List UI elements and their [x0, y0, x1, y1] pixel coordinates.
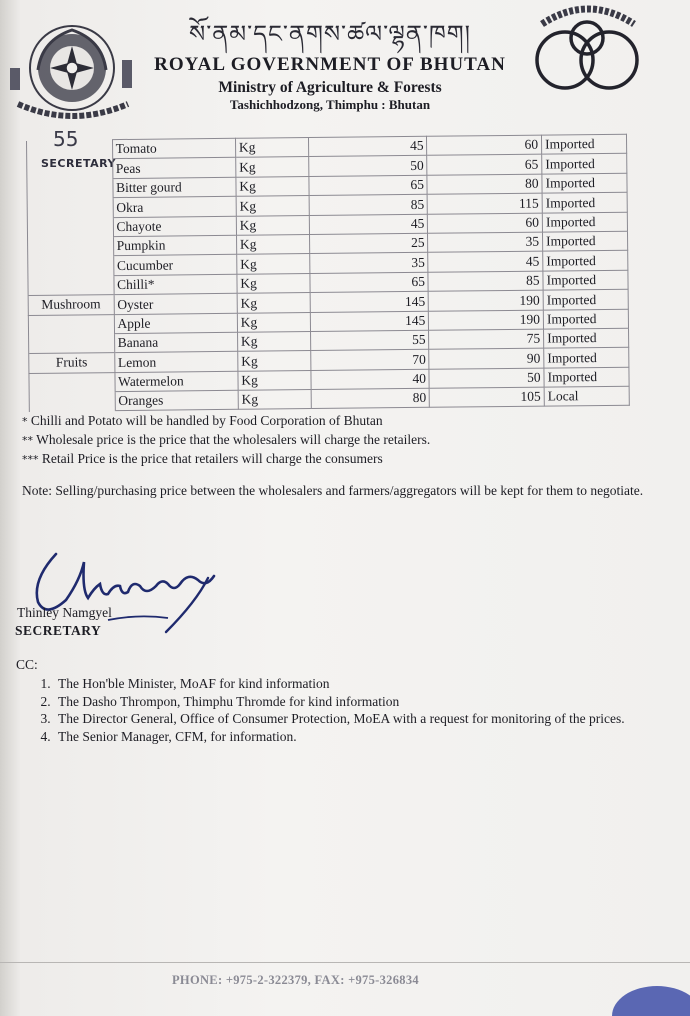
royal-emblem-icon	[8, 10, 138, 130]
category-cell	[27, 178, 113, 198]
category-cell	[27, 140, 113, 160]
origin-cell: Imported	[543, 309, 628, 329]
category-cell	[28, 237, 114, 257]
item-cell: Oyster	[114, 293, 237, 314]
letterhead-dzongkha-title: སོ་ནམ་དང་ནགས་ཚལ་ལྷན་ཁག།	[189, 20, 471, 48]
unit-cell: Kg	[236, 196, 310, 216]
retail-price-cell: 90	[429, 348, 544, 369]
wholesale-price-cell: 50	[309, 156, 427, 177]
letterhead	[140, 16, 520, 113]
negotiation-note: Note: Selling/purchasing price between the wholesalers and farmers/aggregators will be kept for them to negotiate.	[22, 483, 644, 498]
origin-cell: Imported	[543, 231, 628, 251]
item-cell: Apple	[114, 313, 237, 334]
wholesale-price-cell: 40	[311, 369, 429, 390]
footer-divider	[0, 962, 690, 963]
wholesale-price-cell: 45	[309, 136, 427, 157]
origin-cell: Imported	[542, 212, 627, 232]
retail-price-cell: 190	[429, 290, 544, 311]
wholesale-price-cell: 55	[311, 330, 429, 351]
cc-item: 3. The Director General, Office of Consumer Protection, MoEA with a request for monitoring of the prices.	[54, 710, 690, 728]
retail-price-cell: 115	[428, 193, 543, 214]
retail-price-cell: 50	[429, 368, 544, 389]
page-number: 55	[53, 127, 79, 151]
signatory-name: Thinley Namgyel	[17, 605, 112, 620]
unit-cell: Kg	[238, 351, 312, 371]
unit-cell: Kg	[237, 293, 311, 313]
wholesale-price-cell: 65	[310, 272, 428, 293]
category-cell: Fruits	[29, 353, 115, 373]
origin-cell: Imported	[543, 270, 628, 290]
footnote-3: *** Retail Price is the price that retailers will charge the consumers	[22, 451, 383, 466]
footnotes	[22, 412, 430, 469]
retail-price-cell: 35	[428, 232, 543, 253]
item-cell: Peas	[112, 158, 235, 179]
cc-item: 4. The Senior Manager, CFM, for information.	[54, 728, 690, 746]
price-table	[26, 134, 630, 413]
origin-cell: Imported	[544, 367, 629, 387]
retail-price-cell: 60	[427, 135, 542, 156]
item-cell: Chilli*	[114, 274, 237, 295]
item-cell: Tomato	[112, 138, 235, 159]
footnote-2: ** Wholesale price is the price that the wholesalers will charge the retailers.	[22, 432, 431, 447]
letterhead-org-name: ROYAL GOVERNMENT OF BHUTAN	[154, 54, 506, 75]
unit-cell: Kg	[236, 176, 310, 196]
wholesale-price-cell: 145	[310, 291, 428, 312]
origin-cell: Imported	[544, 328, 629, 348]
item-cell: Lemon	[114, 352, 237, 373]
wholesale-price-cell: 85	[309, 194, 427, 215]
cc-label: CC:	[16, 657, 38, 672]
footer-contact: PHONE: +975-2-322379, FAX: +975-326834	[172, 973, 419, 987]
wholesale-price-cell: 145	[310, 311, 428, 332]
item-cell: Chayote	[113, 216, 236, 237]
cc-list	[14, 675, 690, 745]
category-cell	[28, 275, 114, 295]
category-cell	[28, 314, 114, 334]
origin-cell: Imported	[542, 154, 627, 174]
category-cell	[29, 372, 115, 392]
retail-price-cell: 190	[429, 310, 544, 331]
wholesale-price-cell: 25	[310, 233, 428, 254]
item-cell: Pumpkin	[113, 235, 236, 256]
retail-price-cell: 85	[428, 271, 543, 292]
item-cell: Watermelon	[115, 371, 238, 392]
origin-cell: Imported	[543, 289, 628, 309]
retail-price-cell: 60	[428, 213, 543, 234]
finger-shadow	[612, 986, 690, 1016]
wholesale-price-cell: 80	[311, 388, 429, 409]
ministry-logo-icon	[520, 0, 655, 105]
retail-price-cell: 75	[429, 329, 544, 350]
cc-item: 1. The Hon'ble Minister, MoAF for kind information	[54, 675, 690, 693]
wholesale-price-cell: 35	[310, 253, 428, 274]
secretary-stamp: SECRETARY	[41, 157, 116, 170]
category-cell	[29, 333, 115, 353]
unit-cell: Kg	[237, 312, 311, 332]
unit-cell: Kg	[238, 390, 312, 410]
category-cell	[27, 217, 113, 237]
unit-cell: Kg	[238, 370, 312, 390]
retail-price-cell: 80	[427, 174, 542, 195]
category-cell	[27, 198, 113, 218]
cc-item: 2. The Dasho Thrompon, Thimphu Thromde for kind information	[54, 693, 690, 711]
wholesale-price-cell: 45	[309, 214, 427, 235]
unit-cell: Kg	[236, 234, 310, 254]
unit-cell: Kg	[237, 273, 311, 293]
origin-cell: Local	[544, 386, 629, 406]
unit-cell: Kg	[237, 254, 311, 274]
origin-cell: Imported	[542, 173, 627, 193]
item-cell: Cucumber	[113, 255, 236, 276]
letterhead-address: Tashichhodzong, Thimphu : Bhutan	[229, 97, 431, 112]
retail-price-cell: 65	[427, 154, 542, 175]
unit-cell: Kg	[236, 157, 310, 177]
wholesale-price-cell: 65	[309, 175, 427, 196]
category-cell	[28, 256, 114, 276]
origin-cell: Imported	[542, 134, 627, 154]
wholesale-price-cell: 70	[311, 350, 429, 371]
category-cell: Mushroom	[28, 295, 114, 315]
retail-price-cell: 105	[430, 387, 545, 408]
unit-cell: Kg	[236, 215, 310, 235]
unit-cell: Kg	[237, 331, 311, 351]
category-cell	[27, 159, 113, 179]
item-cell: Bitter gourd	[112, 177, 235, 198]
origin-cell: Imported	[543, 251, 628, 271]
item-cell: Oranges	[115, 390, 238, 411]
footnote-1: * Chilli and Potato will be handled by Food Corporation of Bhutan	[22, 413, 383, 428]
signatory-title: SECRETARY	[15, 623, 102, 638]
origin-cell: Imported	[544, 347, 629, 367]
retail-price-cell: 45	[428, 251, 543, 272]
item-cell: Okra	[113, 196, 236, 217]
category-cell	[29, 392, 115, 412]
letterhead-ministry: Ministry of Agriculture & Forests	[218, 79, 442, 96]
item-cell: Banana	[114, 332, 237, 353]
origin-cell: Imported	[542, 192, 627, 212]
unit-cell: Kg	[235, 138, 309, 158]
